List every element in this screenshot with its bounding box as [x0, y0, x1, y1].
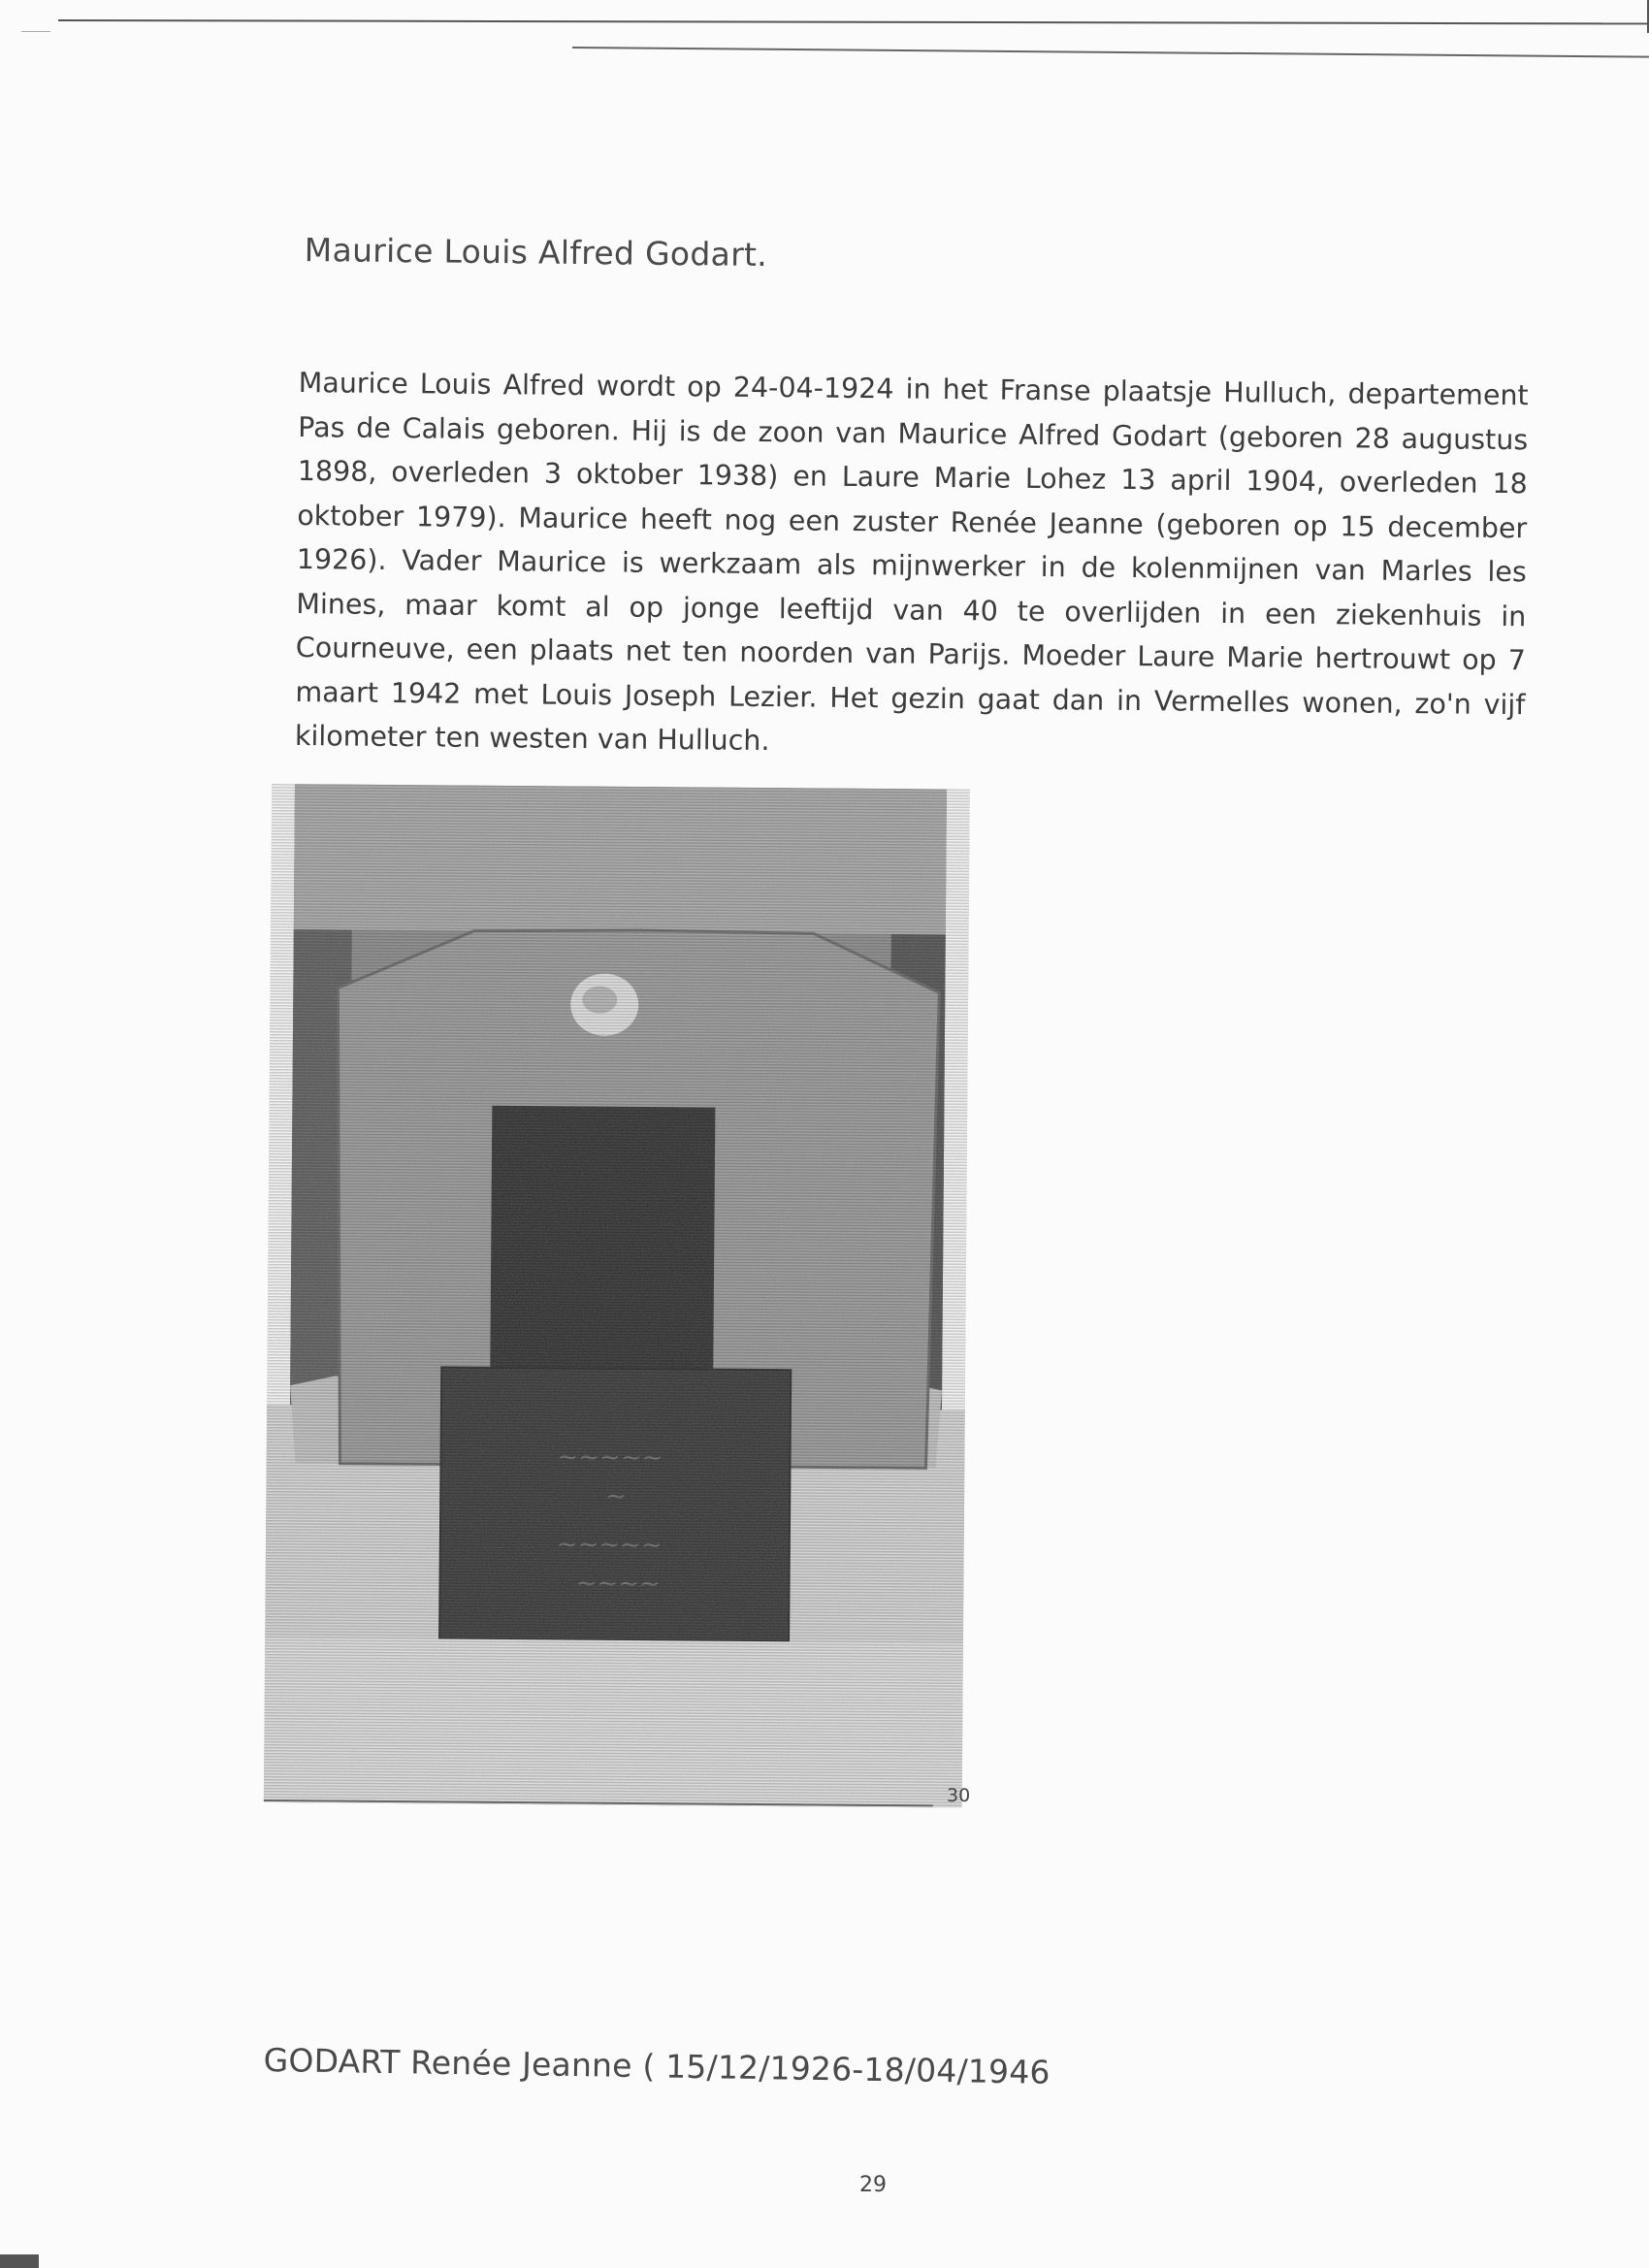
scan-mark: [21, 31, 50, 32]
scan-edge-inner: [572, 47, 1649, 58]
gravestone-photo: [264, 784, 970, 1808]
grave-caption: GODART Renée Jeanne ( 15/12/1926-18/04/1946: [263, 2041, 1051, 2091]
biography-paragraph: Maurice Louis Alfred wordt op 24-04-1924 in het Franse plaatsje Hulluch, departement Pas de Calais geboren. Hij is de zoon van Maurice Alfred Godart (geboren 28 augustus 1898, overleden 3 oktober 1938) en Laure Marie Lohez 13 april 1904, overleden 18 oktober 1979). Maurice heeft nog een zuster Renée Jeanne (geboren op 15 december 1926). Vader Maurice is werkzaam als mijnwerker in de kolenmijnen van Marles les Mines, maar komt al op jonge leeftijd van 40 te overlijden in een ziekenhuis in Courneuve, een plaats net ten noorden van Parijs. Moeder Laure Marie hertrouwt op 7 maart 1942 met Louis Joseph Lezier. Het gezin gaat dan in Vermelles wonen, zo'n vijf kilometer ten westen van Hulluch.: [294, 366, 1529, 758]
page-number: 29: [859, 2173, 887, 2197]
scan-edge-top: [58, 19, 1649, 24]
scan-corner-mark: [0, 2254, 39, 2268]
page-title: Maurice Louis Alfred Godart.: [304, 231, 768, 274]
photo-number: 30: [947, 1785, 971, 1806]
